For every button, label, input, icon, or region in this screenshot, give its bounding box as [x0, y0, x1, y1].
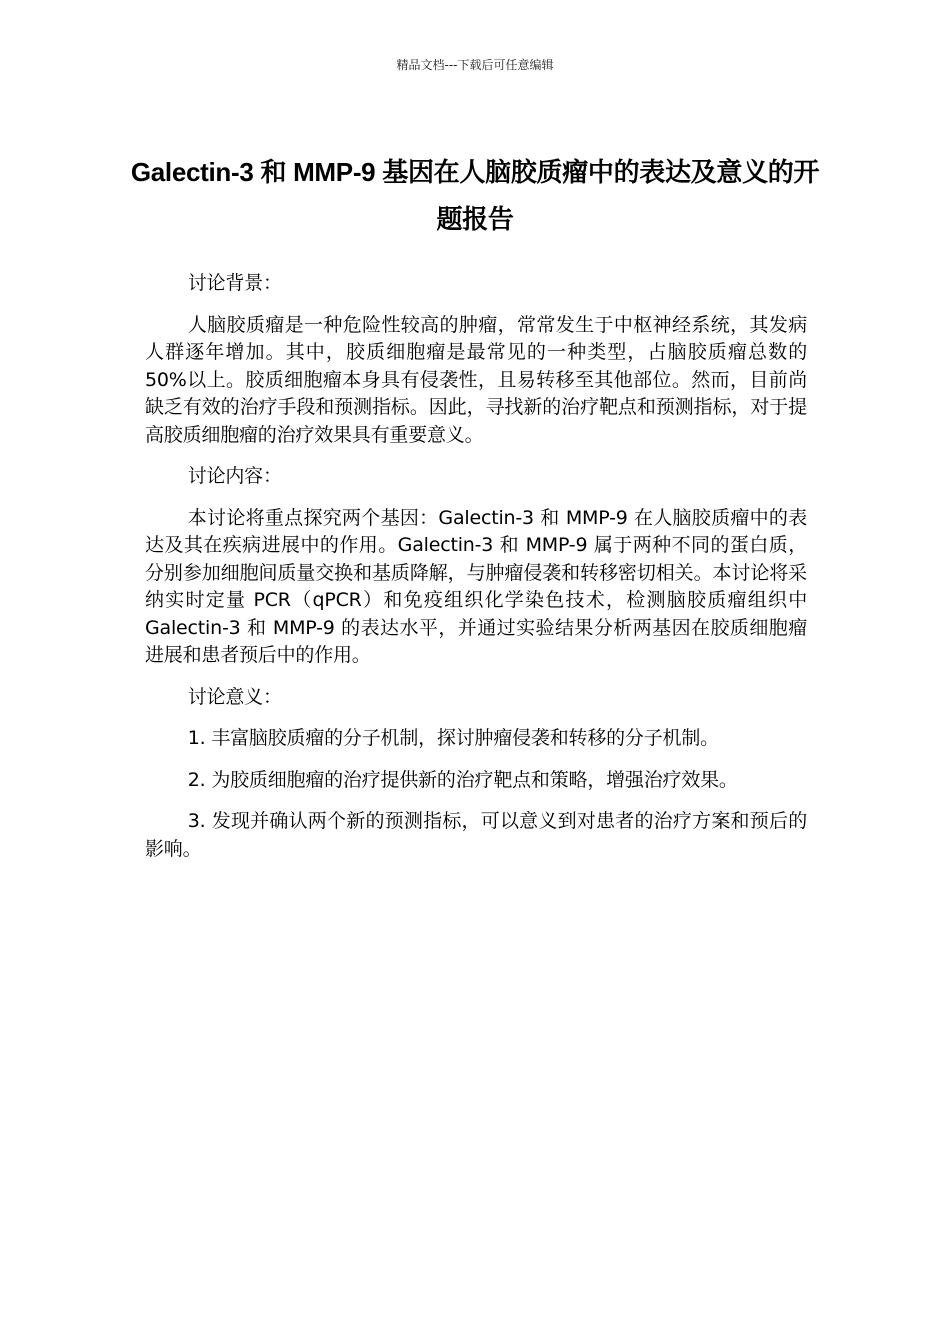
content-paragraph: 本讨论将重点探究两个基因：Galectin-3 和 MMP-9 在人脑胶质瘤中的表达及其在疾病进展中的作用。Galectin-3 和 MMP-9 属于两种不同的蛋白质，分别参加细胞间质量交换和基质降解，与肿瘤侵袭和转移密切相关。本讨论将采纳实时定量 PCR（qPCR）和免疫组织化学染色技术，检测脑胶质瘤组织中 Galectin-3 和 MMP-9 的表达水平，并通过实验结果分析两基因在胶质细胞瘤进展和患者预后中的作用。: [145, 506, 807, 666]
document-title: Galectin-3 和 MMP-9 基因在人脑胶质瘤中的表达及意义的开题报告: [130, 157, 820, 235]
section-heading-significance: 讨论意义：: [187, 685, 282, 708]
document-body: [145, 270, 807, 877]
background-paragraph: 人脑胶质瘤是一种危险性较高的肿瘤，常常发生于中枢神经系统，其发病人群逐年增加。其中，胶质细胞瘤是最常见的一种类型，占脑胶质瘤总数的 50%以上。胶质细胞瘤本身具有侵袭性，且易转移至其他部位。然而，目前尚缺乏有效的治疗手段和预测指标。因此，寻找新的治疗靶点和预测指标，对于提高胶质细胞瘤的治疗效果具有重要意义。: [145, 313, 807, 446]
significance-item-3: 3. 发现并确认两个新的预测指标，可以意义到对患者的治疗方案和预后的影响。: [145, 810, 807, 860]
significance-item-2: 2. 为胶质细胞瘤的治疗提供新的治疗靶点和策略，增强治疗效果。: [187, 768, 738, 791]
section-heading-content: 讨论内容：: [187, 465, 282, 487]
section-heading-background: 讨论背景：: [187, 272, 282, 294]
significance-item-1: 1. 丰富脑胶质瘤的分子机制，探讨肿瘤侵袭和转移的分子机制。: [187, 727, 719, 749]
page-header-watermark: 精品文档---下载后可任意编辑: [396, 58, 554, 72]
